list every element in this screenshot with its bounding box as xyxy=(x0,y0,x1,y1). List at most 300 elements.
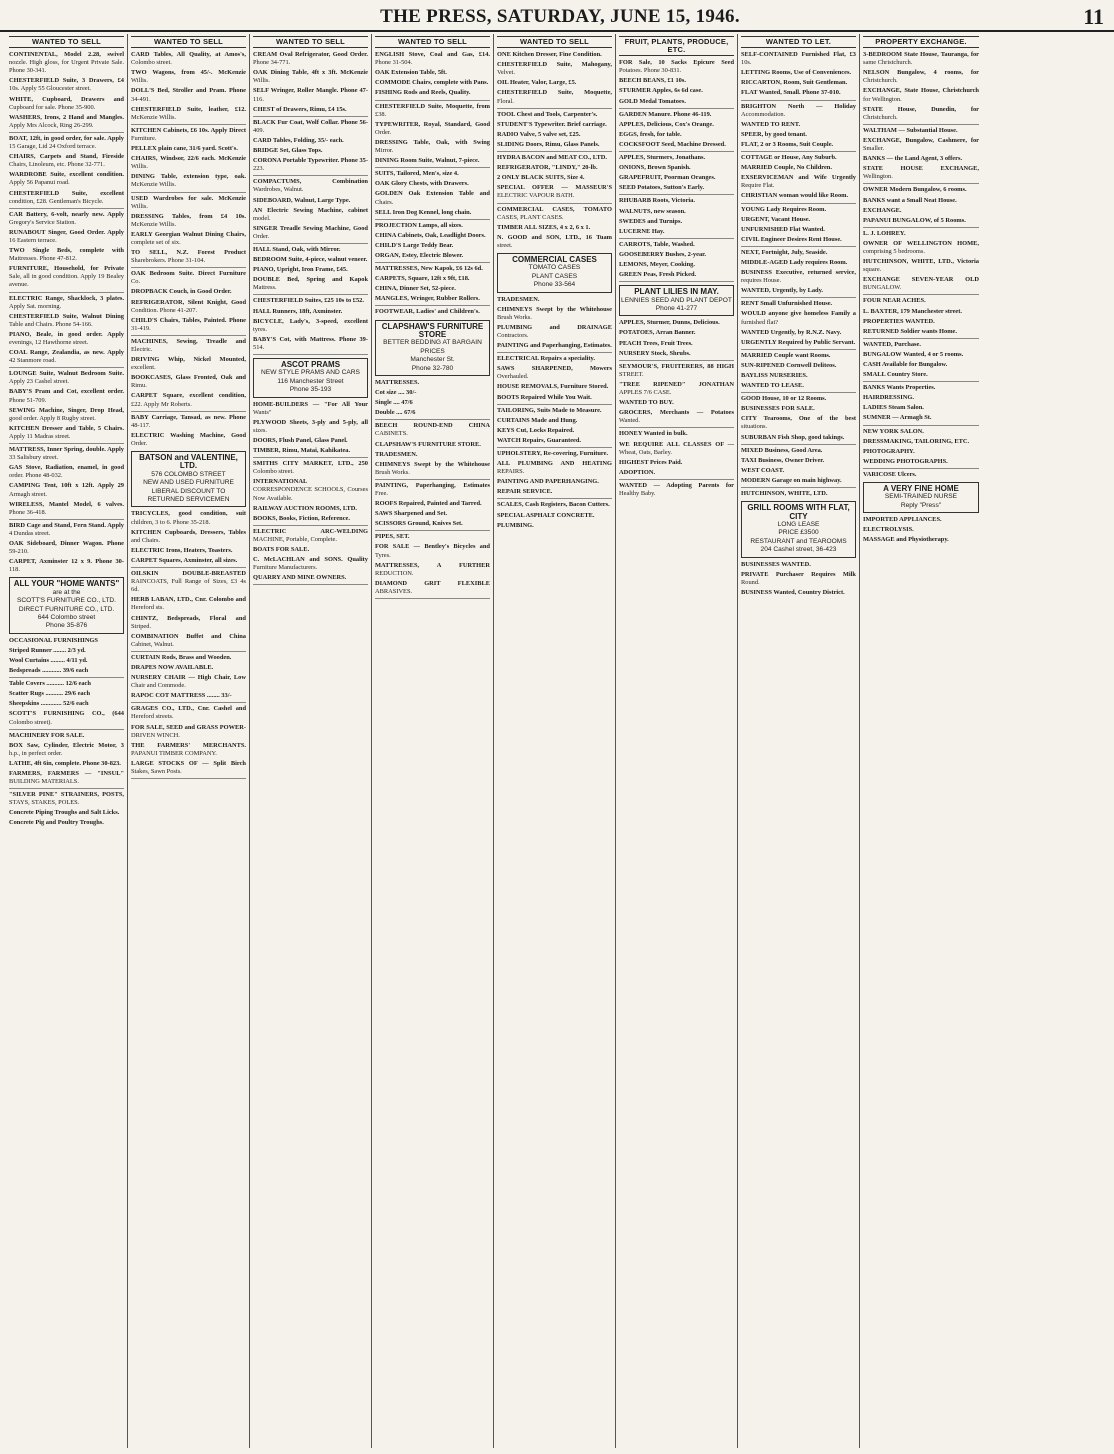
classified-ad: Striped Runner ........ 2/3 yd. xyxy=(9,646,86,654)
divider xyxy=(9,443,124,444)
classified-ad: YOUNG Lady Requires Room. xyxy=(741,205,827,213)
classified-ad: CHESTERFIELD Suite, excellent condition, £28. Gentleman's Bicycle. xyxy=(9,189,124,205)
classified-ad: RUNABOUT Singer, Good Order. Apply 16 Eastern terrace. xyxy=(9,228,124,244)
display-ad-box xyxy=(497,253,612,293)
display-ad-line: 116 Manchester Street xyxy=(277,377,344,385)
classified-ad: SELF Wringer, Roller Mangle. Phone 47-116. xyxy=(253,87,368,103)
classified-ad: CITY Tearooms, One of the best situations. xyxy=(741,415,856,431)
classified-ad: HYDRA BACON and MEAT CO., LTD. xyxy=(497,154,607,162)
classified-ad: ADOPTION. xyxy=(619,468,656,476)
classified-ad: LATHE, 4ft 6in, complete. Phone 30-823. xyxy=(9,759,121,767)
classified-ad: SIDEBOARD, Walnut, Large Type. xyxy=(253,196,351,204)
classified-ad: WANTED, Urgently, by Lady. xyxy=(741,287,824,295)
display-ad-line: Manchester St. xyxy=(410,356,455,364)
classified-ad: GARDEN Manure. Phone 46-119. xyxy=(619,110,712,118)
classified-ad: URGENT, Vacant House. xyxy=(741,215,811,223)
classified-ad: DIAMOND GRIT FLEXIBLE ABRASIVES. xyxy=(375,579,490,595)
classified-ad: BANKS want a Small Neat House. xyxy=(863,196,957,204)
classified-ad: FISHING Rods and Reels, Quality. xyxy=(375,89,471,97)
display-ad-line: LENNIES SEED AND PLANT DEPOT xyxy=(621,296,732,304)
classified-ad: WANTED TO BUY. xyxy=(619,399,674,407)
divider xyxy=(863,183,979,184)
divider xyxy=(863,124,979,125)
divider xyxy=(497,203,612,204)
classified-ad: PAINTING AND PAPERHANGING. xyxy=(497,478,599,486)
classified-ad: BEDROOM Suite, 4-piece, walnut veneer. xyxy=(253,256,368,264)
classified-ad: DOORS, Flush Panel, Glass Panel. xyxy=(253,437,348,444)
classified-ad: 3-BEDROOM State House, Tauranga, for same Christchurch. xyxy=(863,51,979,67)
classified-ad: POTATOES, Arran Banner. xyxy=(619,329,696,337)
classified-ad: SUN-RIPENED Cornwell Deliteos. xyxy=(741,361,837,369)
classified-ad: FARMERS, FARMERS — "INSUL" BUILDING MATERIALS. xyxy=(9,770,124,786)
classified-ad: OAK Dining Table, 4ft x 3ft. McKenzie Willis. xyxy=(253,69,368,85)
classified-ad: VARICOSE Ulcers. xyxy=(863,470,917,478)
divider xyxy=(9,367,124,368)
classified-ad: TIMBER, Rimu, Matai, Kahikatea. xyxy=(253,447,351,455)
classified-ad: SUMNER — Armagh St. xyxy=(863,414,932,422)
classified-ad: MATTRESSES, New Kapok, £6 12s 6d. xyxy=(375,265,483,273)
display-ad-heading: PLANT LILIES IN MAY. xyxy=(634,287,719,297)
classified-ad: BLACK Fur Coat, Wolf Collar. Phone 56-409. xyxy=(253,118,368,134)
classified-ad: HONEY Wanted in bulk. xyxy=(619,430,688,438)
masthead xyxy=(0,0,1114,32)
classified-ad: SAWS SHARPENED, Mowers Overhauled. xyxy=(497,365,612,381)
classified-ad: STATE House, Dunedin, for Christchurch. xyxy=(863,105,979,121)
classified-ad: Concrete Piping Troughs and Salt Licks. xyxy=(9,809,120,817)
divider xyxy=(131,702,246,703)
divider xyxy=(497,108,612,109)
classified-ad: FOR SALE — Bentley's Bicycles and Tyres. xyxy=(375,543,490,559)
display-ad-box xyxy=(375,320,490,376)
classified-ad: MATTRESS, Inner Spring, double. Apply 33 Salisbury street. xyxy=(9,446,124,462)
classified-ad: GREEN Peas, Fresh Picked. xyxy=(619,271,697,279)
display-ad-line: Reply "Press" xyxy=(900,501,942,509)
classified-ad: BUSINESSES FOR SALE. xyxy=(741,405,815,413)
classified-ad: COMPACTUMS, Combination Wardrobes, Walnut. xyxy=(253,178,368,194)
classified-ad: MATTRESSES. xyxy=(375,378,420,386)
classified-ad: WANTED TO LEASE. xyxy=(741,382,804,390)
classified-ad: SPEER, by good tenant. xyxy=(741,130,807,138)
divider xyxy=(9,519,124,520)
classified-ad: PAINTING and Paperhanging, Estimates. xyxy=(497,342,612,350)
classified-ad: CARD Tables, All Quality, at Amos's, Colombo street. xyxy=(131,51,246,67)
classified-ad: SUITS, Tailored, Men's, size 4. xyxy=(375,170,459,178)
divider xyxy=(253,457,368,458)
classified-column xyxy=(128,34,250,1448)
classified-ad: CHRISTIAN woman would like Room. xyxy=(741,192,849,200)
classified-ad: RAPOC COT MATTRESS ........ 33/- xyxy=(131,692,232,700)
classified-ad: PIANO, Upright, Iron Frame, £45. xyxy=(253,266,348,274)
divider xyxy=(619,427,734,428)
classified-ad: RAILWAY AUCTION ROOMS, LTD. xyxy=(253,504,357,512)
classified-ad: CORONA Portable Typewriter. Phone 35-223. xyxy=(253,157,368,173)
classified-ad: Table Covers ........... 12/6 each xyxy=(9,680,91,688)
classified-ad: LETTING Rooms, Use of Conveniences. xyxy=(741,69,852,77)
classified-ad: HERB LABAN, LTD., Cnr. Colombo and Hereford sts. xyxy=(131,596,246,612)
divider xyxy=(741,151,856,152)
classified-ad: TIMBER ALL SIZES, 4 x 2, 6 x 1. xyxy=(497,223,591,231)
classified-ad: RADIO Valve, 5 valve set, £25. xyxy=(497,130,581,138)
classified-ad: HOME-BUILDERS — "For All Your Wants" xyxy=(253,400,368,416)
display-ad-line: DIRECT FURNITURE CO., LTD. xyxy=(18,605,115,613)
classified-ad: CURTAINS Made and Hung. xyxy=(497,416,578,424)
classified-ad: EXCHANGE, State House, Christchurch for Wellington. xyxy=(863,87,979,103)
classified-ad: GROCERS, Merchants — Potatoes Wanted. xyxy=(619,409,734,425)
classified-column xyxy=(494,34,616,1448)
column-heading: WANTED TO SELL xyxy=(497,36,612,48)
divider xyxy=(497,404,612,405)
classified-ad: BRIDGE Set, Glass Tops. xyxy=(253,147,323,155)
display-ad-line: are at the xyxy=(52,588,81,596)
classified-ad: COAL Range, Zealandia, as new. Apply 42 Stanmore road. xyxy=(9,349,124,365)
classified-ad: BANKS — the Land Agent, 3 offers. xyxy=(863,155,963,163)
classified-ad: LARGE STOCKS OF — Split Birch Stakes, Sawn Posts. xyxy=(131,759,246,775)
classified-ad: ELECTRIC Washing Machine, Good Order. xyxy=(131,431,246,447)
divider xyxy=(863,227,979,228)
classified-ad: GRAGES CO., LTD., Cnr. Cashel and Hereford streets. xyxy=(131,705,246,721)
classified-ad: PEACH Trees, Fruit Trees. xyxy=(619,339,693,347)
classified-ad: Double .... 67/6 xyxy=(375,409,416,417)
divider xyxy=(131,267,246,268)
classified-ad: HALL Runners, 18ft, Axminster. xyxy=(253,307,343,315)
classified-ad: FLAT, 2 or 3 Rooms, Suit Couple. xyxy=(741,140,834,148)
divider xyxy=(741,392,856,393)
divider xyxy=(253,354,368,355)
display-ad-box xyxy=(741,501,856,557)
classified-ad: L. BAXTER, 179 Manchester street. xyxy=(863,307,962,315)
display-ad-box xyxy=(131,451,246,507)
classified-ad: BANKS Wants Properties. xyxy=(863,384,936,392)
classified-column xyxy=(6,34,128,1448)
classified-ad: CARPET Squares, Axminster, all sizes. xyxy=(131,556,238,564)
classified-ad: Cot size .... 30/- xyxy=(375,389,417,397)
classified-ad: BUSINESS Executive, returned service, requires House. xyxy=(741,269,856,285)
display-ad-line: 576 COLOMBO STREET xyxy=(151,470,226,478)
classified-ad: ORGAN, Estey, Electric Blower. xyxy=(375,251,464,259)
classified-ad: KITCHEN Dresser and Table, 5 Chairs. Apply 11 Madras street. xyxy=(9,424,124,440)
classified-ad: TYPEWRITER, Royal, Standard, Good Order. xyxy=(375,120,490,136)
divider xyxy=(253,243,368,244)
display-ad-heading: ALL YOUR "HOME WANTS" xyxy=(13,579,120,589)
classified-ad: MODERN Garage on main highway. xyxy=(741,476,842,484)
classified-ad: MACHINERY FOR SALE. xyxy=(9,731,85,739)
display-ad-line: 644 Colombo street xyxy=(37,613,96,621)
display-ad-heading: BATSON and VALENTINE, LTD. xyxy=(139,453,238,471)
classified-ad: CIVIL Engineer Desires Rent House. xyxy=(741,235,842,243)
display-ad-line: Phone 33-564 xyxy=(533,281,576,289)
classified-ad: PHOTOGRAPHY. xyxy=(863,447,915,455)
classified-ad: CARROTS, Table, Washed. xyxy=(619,240,695,248)
divider xyxy=(131,778,246,779)
classified-ad: MIXED Business, Good Area. xyxy=(741,446,823,454)
display-ad-heading: ASCOT PRAMS xyxy=(280,360,341,369)
divider xyxy=(741,246,856,247)
classified-ad: TWO Single Beds, complete with Mattresses. Phone 47-812. xyxy=(9,247,124,263)
classified-ad: WARDROBE Suite, excellent condition. Apply 56 Papanui road. xyxy=(9,171,124,187)
classified-ad: PAPANUI BUNGALOW, of 5 Rooms. xyxy=(863,216,966,224)
display-ad-line: LIBERAL DISCOUNT TO RETURNED SERVICEMEN xyxy=(147,487,230,504)
divider xyxy=(375,305,490,306)
classified-ad: CHILD'S Chairs, Tables, Painted. Phone 31-419. xyxy=(131,316,246,332)
classified-ad: BUSINESSES WANTED. xyxy=(741,560,811,568)
classified-ad: MACHINES, Sewing, Treadle and Electric. xyxy=(131,337,246,353)
classified-ad: CHESTERFIELD Suite, Moquette, from £38. xyxy=(375,102,490,118)
divider xyxy=(131,192,246,193)
classified-ad: CARD Tables, Folding, 35/- each. xyxy=(253,136,344,144)
classified-ad: ONIONS, Brown Spanish. xyxy=(619,164,691,172)
classified-ad: PROPERTIES WANTED. xyxy=(863,317,935,325)
classified-ad: QUARRY AND MINE OWNERS. xyxy=(253,574,347,582)
classified-ad: NURSERY Stock, Shrubs. xyxy=(619,349,691,357)
classified-ad: COCKSFOOT Seed, Machine Dressed. xyxy=(619,140,726,148)
classified-ad: CHESTERFIELD Suite, Walnut Dining Table and Chairs. Phone 54-166. xyxy=(9,312,124,328)
classified-ad: BOOKS, Books, Fiction, Reference. xyxy=(253,514,350,522)
classified-ad: DRESSMAKING, TAILORING, ETC. xyxy=(863,437,970,445)
classified-ad: RHUBARB Roots, Victoria. xyxy=(619,197,695,205)
divider xyxy=(497,447,612,448)
divider xyxy=(375,419,490,420)
divider xyxy=(375,100,490,101)
classified-ad: GRAPEFRUIT, Poorman Oranges. xyxy=(619,174,716,182)
classified-ad: WEST COAST. xyxy=(741,466,785,474)
classified-ad: PLUMBING and DRAINAGE Contractors. xyxy=(497,323,612,339)
classified-ad: NEXT, Fortnight, July, Seaside. xyxy=(741,248,828,256)
display-ad-line: NEW STYLE PRAMS AND CARS xyxy=(261,369,360,377)
classified-ad: KEYS Cut, Locks Repaired. xyxy=(497,426,575,434)
classified-ad: GOLD Medal Tomatoes. xyxy=(619,97,686,105)
classified-ad: MASSAGE and Physiotherapy. xyxy=(863,536,949,544)
classified-ad: BOATS FOR SALE. xyxy=(253,546,310,554)
classified-ad: BEECH ROUND-END CHINA CABINETS. xyxy=(375,422,490,438)
classified-ad: MARRIED Couple want Rooms. xyxy=(741,351,831,359)
divider xyxy=(9,788,124,789)
divider xyxy=(9,677,124,678)
divider xyxy=(741,100,856,101)
classified-ad: EXCHANGE SEVEN-YEAR OLD BUNGALOW. xyxy=(863,276,979,292)
classified-ad: MARRIED Couple, No Children. xyxy=(741,164,832,172)
classified-ad: WALTHAM — Substantial House. xyxy=(863,126,958,134)
classified-ad: KITCHEN Cabinets, £6 10s. Apply Direct Furniture. xyxy=(131,126,246,142)
display-ad-heading: A VERY FINE HOME xyxy=(883,484,959,494)
classified-ad: CARPET Square, excellent condition, £22. Apply Mr Roberts. xyxy=(131,392,246,408)
display-ad-box xyxy=(9,577,124,633)
classified-ad: WALNUTS, new season. xyxy=(619,207,686,215)
classified-ad: WASHERS, Irons, 2 Hand and Mangles. Apply Mrs Alcock, Ring 26-299. xyxy=(9,113,124,129)
classified-ad: NELSON Bungalow, 4 rooms, for Christchurch. xyxy=(863,69,979,85)
classified-ad: DINING Room Suite, Walnut, 7-piece. xyxy=(375,157,480,165)
classified-ad: APPLES, Delicious, Cox's Orange. xyxy=(619,120,714,128)
classified-ad: Concrete Pig and Poultry Troughs. xyxy=(9,819,104,827)
classified-ad: STURMER Apples, 6s 6d case. xyxy=(619,87,703,95)
classified-ad: EARLY Georgian Walnut Dining Chairs, complete set of six. xyxy=(131,230,246,246)
classified-ad: USED Wardrobes for sale. McKenzie Willis. xyxy=(131,194,246,210)
classified-columns xyxy=(6,34,1108,1448)
classified-ad: SEYMOUR'S, FRUITERERS, 88 HIGH STREET. xyxy=(619,362,734,378)
divider xyxy=(497,151,612,152)
classified-ad: KITCHEN Cupboards, Dressers, Tables and Chairs. xyxy=(131,528,246,544)
classified-ad: SMALL Country Store. xyxy=(863,371,928,379)
classified-ad: SEED Potatoes, Sutton's Early. xyxy=(619,184,705,192)
classified-ad: SWEDES and Turnips. xyxy=(619,217,683,225)
classified-column xyxy=(616,34,738,1448)
display-ad-line: RESTAURANT and TEAROOMS xyxy=(750,537,847,545)
classified-ad: "SILVER PINE" STRAINERS, POSTS, STAYS, STAKES, POLES. xyxy=(9,791,124,807)
column-heading: FRUIT, PLANTS, PRODUCE, ETC. xyxy=(619,36,734,56)
classified-ad: WHITE, Cupboard, Drawers and Cupboard for sale. Phone 35-900. xyxy=(9,95,124,111)
display-ad-heading: CLAPSHAW'S FURNITURE STORE xyxy=(381,321,484,339)
classified-ad: LUCERNE Hay. xyxy=(619,227,665,235)
divider xyxy=(9,208,124,209)
classified-ad: FOOTWEAR, Ladies' and Children's. xyxy=(375,308,480,316)
display-ad-box xyxy=(619,285,734,316)
classified-ad: STATE HOUSE EXCHANGE, Wellington. xyxy=(863,165,979,181)
classified-ad: PLUMBING. xyxy=(497,521,534,529)
divider xyxy=(253,584,368,585)
classified-ad: DRAPES NOW AVAILABLE. xyxy=(131,663,214,671)
divider xyxy=(9,729,124,730)
classified-ad: REPAIR SERVICE. xyxy=(497,488,553,496)
classified-ad: SELL Iron Dog Kennel, long chain. xyxy=(375,208,472,216)
classified-ad: MATTRESSES, A FURTHER REDUCTION. xyxy=(375,561,490,577)
divider xyxy=(619,281,734,282)
classified-ad: TRICYCLES, good condition, suit children, 3 to 6. Phone 35-218. xyxy=(131,510,246,526)
classified-ad: EGGS, fresh, for table. xyxy=(619,130,682,138)
classified-ad: CHAIRS, Windsor, 22/6 each. McKenzie Willis. xyxy=(131,155,246,171)
classified-ad: SELF-CONTAINED Furnished Flat, £3 10s. xyxy=(741,51,856,67)
classified-ad: N. GOOD and SON, LTD., 16 Tuam street. xyxy=(497,233,612,249)
classified-ad: OAK Extension Table, 5ft. xyxy=(375,69,447,77)
display-ad-line: BETTER BEDDING AT BARGAIN PRICES xyxy=(383,339,482,355)
classified-ad: TAILORING, Suits Made to Measure. xyxy=(497,406,602,414)
classified-ad: OIL Heater, Valor, Large, £5. xyxy=(497,79,577,87)
classified-ad: FLAT Wanted, Small. Phone 37-010. xyxy=(741,89,841,97)
classified-ad: IMPORTED APPLIANCES. xyxy=(863,516,942,524)
classified-ad: FOR Sale, 10 Sacks Epicure Seed Potatoes. Phone 30-831. xyxy=(619,59,734,75)
classified-ad: OWNER OF WELLINGTON HOME, comprising 5 bedrooms. xyxy=(863,239,979,255)
classified-ad: CARPETS, Square, 12ft x 9ft, £18. xyxy=(375,275,470,283)
divider xyxy=(131,411,246,412)
classified-ad: ROOFS Repaired, Painted and Tarred. xyxy=(375,500,482,508)
divider xyxy=(863,381,979,382)
column-heading: WANTED TO SELL xyxy=(131,36,246,48)
classified-ad: PRIVATE Purchaser Requires Milk Round. xyxy=(741,570,856,586)
divider xyxy=(375,530,490,531)
classified-ad: PIPES, SET. xyxy=(375,533,410,541)
classified-ad: WOULD anyone give homeless Family a furnished flat? xyxy=(741,310,856,326)
divider xyxy=(253,294,368,295)
classified-ad: PLYWOOD Sheets, 3-ply and 5-ply, all sizes. xyxy=(253,418,368,434)
classified-ad: STUDENT'S Typewriter. Brief carriage. xyxy=(497,120,607,128)
classified-ad: CLAPSHAW'S FURNITURE STORE. xyxy=(375,440,481,448)
classified-ad: TO SELL, N.Z. Forest Product Sharebrokers. Phone 31-104. xyxy=(131,249,246,265)
classified-column xyxy=(738,34,860,1448)
classified-ad: WATCH Repairs, Guaranteed. xyxy=(497,436,582,444)
classified-ad: WANTED — Adopting Parents for Healthy Baby. xyxy=(619,481,734,497)
divider xyxy=(619,194,734,195)
display-ad-heading: GRILL ROOMS WITH FLAT, CITY xyxy=(747,503,850,521)
classified-ad: SCALES, Cash Registers, Bacon Cutters. xyxy=(497,501,610,509)
divider xyxy=(619,360,734,361)
classified-ad: EXCHANGE. xyxy=(863,206,902,214)
column-heading: WANTED TO SELL xyxy=(253,36,368,48)
classified-column xyxy=(860,34,982,1448)
classified-ad: HUTCHINSON, WHITE, LTD. xyxy=(741,490,828,498)
classified-ad: FOR SALE, SEED and GRASS POWER-DRIVEN WINCH. xyxy=(131,723,246,739)
classified-ad: GOLDEN Oak Extension Table and Chairs. xyxy=(375,190,490,206)
classified-ad: BABY'S Pram and Cot, excellent order. Phone 51-709. xyxy=(9,388,124,404)
classified-ad: BRIGHTON North — Holiday Accommodation. xyxy=(741,102,856,118)
classified-ad: CREAM Oval Refrigerator, Good Order. Phone 34-771. xyxy=(253,51,368,67)
column-heading: WANTED TO LET. xyxy=(741,36,856,48)
display-ad-line: PRICE £3500 xyxy=(778,529,819,537)
divider xyxy=(497,498,612,499)
classified-ad: TOOL Chest and Tools, Carpenter's. xyxy=(497,110,598,118)
classified-ad: CHINTZ, Bedspreads, Floral and Striped. xyxy=(131,614,246,630)
divider xyxy=(619,108,734,109)
classified-ad: APPLES, Sturmers, Jonathans. xyxy=(619,154,706,162)
classified-ad: SCOTT'S FURNISHING CO., (644 Colombo street). xyxy=(9,710,124,726)
classified-ad: 2 ONLY BLACK SUITS, Size 4. xyxy=(497,174,585,182)
classified-ad: EXCHANGE, Bungalow, Cashmere, for Smaller. xyxy=(863,136,979,153)
divider xyxy=(619,479,734,480)
classified-ad: HIGHEST Prices Paid. xyxy=(619,458,683,466)
classified-ad: BABY'S Cot, with Mattress. Phone 39-514. xyxy=(253,335,368,351)
display-ad-line: LONG LEASE xyxy=(777,520,820,528)
classified-ad: SPECIAL OFFER — MASSEUR'S ELECTRIC VAPOUR BATH. xyxy=(497,184,612,200)
divider xyxy=(253,175,368,176)
classified-ad: GOOD House, 10 or 12 Rooms. xyxy=(741,395,827,403)
classified-ad: DROPBACK Couch, in Good Order. xyxy=(131,288,232,296)
classified-ad: SAWS Sharpened and Set. xyxy=(375,510,448,518)
classified-ad: WANTED Urgently, by R.N.Z. Navy. xyxy=(741,328,842,336)
column-heading: PROPERTY EXCHANGE. xyxy=(863,36,979,48)
classified-ad: FOUR NEAR ACHES. xyxy=(863,297,926,305)
classified-ad: WE REQUIRE ALL CLASSES OF — Wheat, Oats, Barley. xyxy=(619,440,734,456)
column-heading: WANTED TO SELL xyxy=(375,36,490,48)
classified-ad: BOAT, 12ft, in good order, for sale. Apply 15 Garage, Lid 24 Oxford terrace. xyxy=(9,134,124,151)
classified-ad: OCCASIONAL FURNISHINGS xyxy=(9,636,98,644)
column-heading: WANTED TO SELL xyxy=(9,36,124,48)
classified-ad: BEECH BEANS, £1 10s. xyxy=(619,77,686,85)
classified-ad: PAINTING, Paperhanging, Estimates Free. xyxy=(375,481,490,497)
classified-ad: ENGLISH Stove, Coal and Gas, £14. Phone 31-504. xyxy=(375,51,490,67)
classified-ad: "TREE RIPENED" JONATHAN APPLES 7/6 CASE. xyxy=(619,380,734,397)
divider xyxy=(375,219,490,220)
classified-ad: Single .... 47/6 xyxy=(375,399,413,407)
divider xyxy=(741,487,856,488)
display-ad-line: PLANT CASES xyxy=(531,272,578,280)
classified-ad: PROJECTION Lamps, all sizes. xyxy=(375,221,463,229)
classified-ad: TRADESMEN. xyxy=(375,450,418,458)
classified-ad: Sheepskins ............. 52/6 each xyxy=(9,700,89,708)
classified-ad: ELECTROLYSIS. xyxy=(863,526,914,534)
classified-ad: OAK Glory Chests, with Drawers. xyxy=(375,180,469,188)
classified-ad: URGENTLY Required by Public Servant. xyxy=(741,338,856,346)
classified-ad: WIRELESS, Mantel Model, 6 valves. Phone 36-418. xyxy=(9,500,124,516)
classified-ad: UPHOLSTERY, Re-covering, Furniture. xyxy=(497,450,609,457)
divider xyxy=(131,567,246,568)
divider xyxy=(497,352,612,353)
classified-ad: COMMERCIAL CASES, TOMATO CASES, PLANT CASES. xyxy=(497,205,612,221)
display-ad-line: Phone 35-876 xyxy=(45,622,88,630)
classified-ad: BICYCLE, Lady's, 3-speed, excellent tyres. xyxy=(253,317,368,333)
divider xyxy=(131,335,246,336)
classified-ad: SLIDING Doors, Rimu, Glass Panels. xyxy=(497,140,600,148)
display-ad-line: TOMATO CASES xyxy=(528,264,581,272)
classified-ad: TWO Wagons, from 45/-. McKenzie Willis. xyxy=(131,69,246,85)
display-ad-line: SCOTT'S FURNITURE CO., LTD. xyxy=(17,597,116,605)
classified-ad: WANTED TO RENT. xyxy=(741,120,801,128)
